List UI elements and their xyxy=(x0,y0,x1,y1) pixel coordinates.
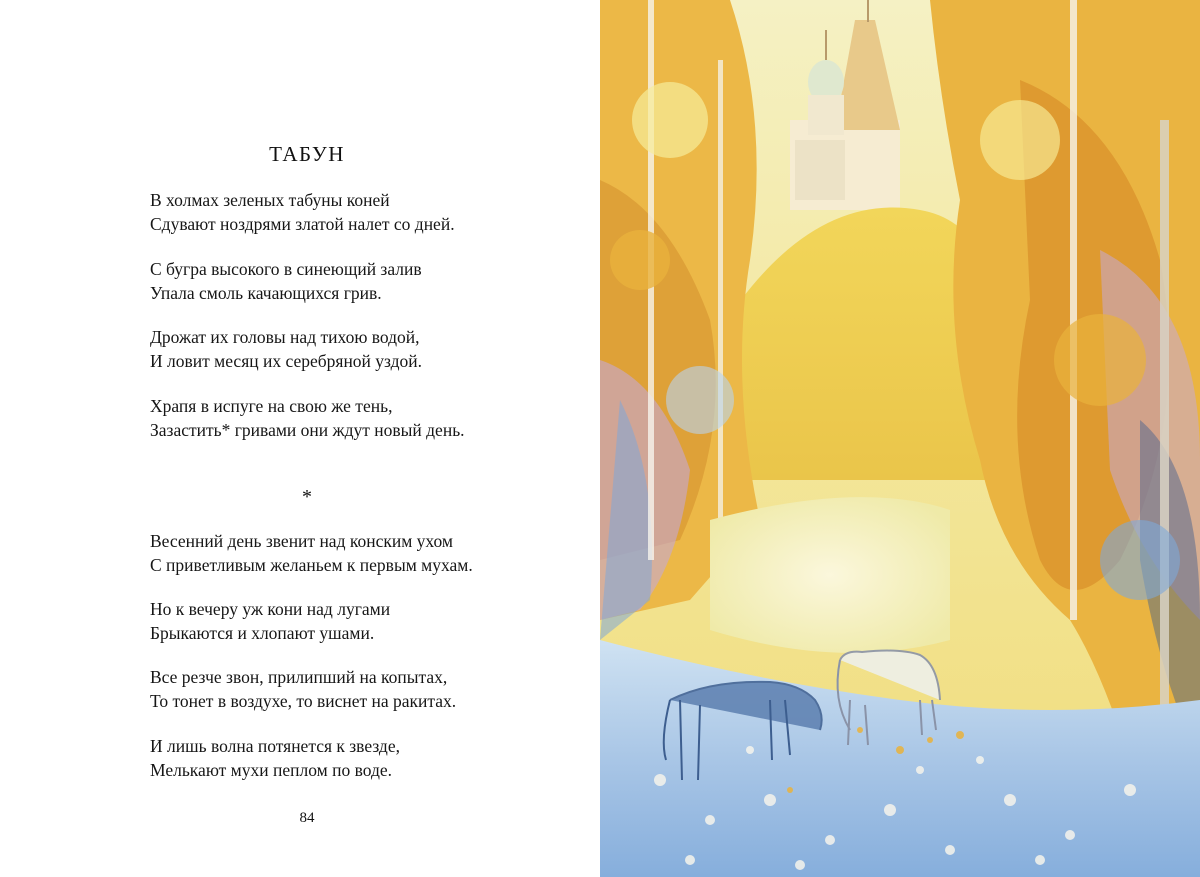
stanza xyxy=(150,734,400,782)
verse-line: Дрожат их головы над тихою водой, xyxy=(150,327,420,347)
verse-line: Упала смоль качающихся грив. xyxy=(150,283,382,303)
verse-line: С бугра высокого в синеющий залив xyxy=(150,259,422,279)
verse-line: Зазастить* гривами они ждут новый день. xyxy=(150,420,465,440)
verse-line: И лишь волна потянется к звезде, xyxy=(150,736,400,756)
stanza xyxy=(150,529,473,577)
stanza xyxy=(150,325,422,373)
section-separator: * xyxy=(302,486,312,508)
watercolor-illustration xyxy=(600,0,1200,877)
verse-line: И ловит месяц их серебряной уздой. xyxy=(150,351,423,371)
verse-line: Все резче звон, прилипший на копытах, xyxy=(150,667,448,687)
stanza xyxy=(150,394,465,442)
verse-line: Сдувают ноздрями златой налет со дней. xyxy=(150,214,455,234)
page-number: 84 xyxy=(299,810,315,826)
pond xyxy=(710,497,950,653)
verse-line: Весенний день звенит над конским ухом xyxy=(150,531,453,551)
illustration-canvas xyxy=(600,0,1200,877)
stanza xyxy=(150,188,455,236)
verse-line: То тонет в воздухе, то виснет на ракитах. xyxy=(150,691,457,711)
verse-line: С приветливым желаньем к первым мухам. xyxy=(150,555,473,575)
stanza xyxy=(150,257,422,305)
stanza xyxy=(150,597,390,645)
verse-line: В холмах зеленых табуны коней xyxy=(150,190,390,210)
poem-title: ТАБУН xyxy=(269,142,345,166)
verse-line: Храпя в испуге на свою же тень, xyxy=(150,396,393,416)
verse-line: Но к вечеру уж кони над лугами xyxy=(150,599,391,619)
verse-line: Брыкаются и хлопают ушами. xyxy=(150,623,375,643)
stanza xyxy=(150,665,456,713)
verse-line: Мелькают мухи пеплом по воде. xyxy=(150,760,393,780)
